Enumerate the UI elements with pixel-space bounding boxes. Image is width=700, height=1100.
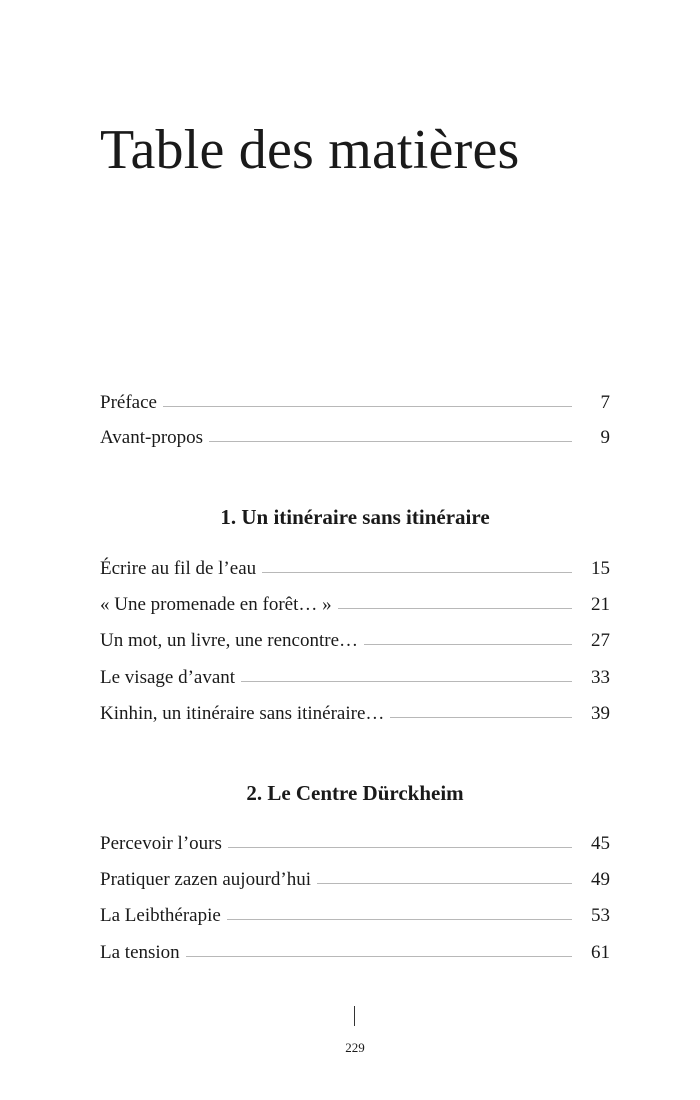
toc-entry	[100, 427, 610, 457]
toc-entry-page: 33	[591, 667, 610, 688]
toc-entry-label: Écrire au fil de l’eau	[100, 558, 257, 579]
section-heading: 1. Un itinéraire sans itinéraire	[220, 505, 490, 529]
toc-entry-label: Avant-propos	[100, 427, 204, 448]
toc-entry-page: 61	[591, 942, 610, 963]
toc-entry-label: Le visage d’avant	[100, 667, 236, 688]
toc-leader-line	[364, 644, 572, 645]
toc-entry-label: Pratiquer zazen aujourd’hui	[100, 869, 312, 890]
toc-entry-page: 27	[591, 630, 610, 651]
toc-entry-page: 21	[591, 594, 610, 615]
toc-leader-line	[262, 572, 572, 573]
toc-leader-line	[228, 847, 572, 848]
toc-entry-page: 45	[591, 833, 610, 854]
toc-leader-line	[227, 919, 572, 920]
toc-entry-label: « Une promenade en forêt… »	[100, 594, 332, 615]
toc-entry-page: 49	[591, 869, 610, 890]
toc-leader-line	[163, 406, 572, 407]
toc-entry	[100, 833, 610, 863]
toc-entry-page: 53	[591, 905, 610, 926]
toc-entry-page: 7	[600, 392, 610, 413]
toc-entry-page: 9	[600, 427, 610, 448]
page-title: Table des matières	[100, 119, 520, 181]
toc-entry	[100, 630, 610, 660]
toc-entry	[100, 905, 610, 935]
toc-entry	[100, 703, 610, 733]
toc-entry-label: Préface	[100, 392, 157, 413]
toc-entry	[100, 942, 610, 972]
toc-leader-line	[317, 883, 572, 884]
page-number: 229	[345, 1040, 365, 1055]
toc-leader-line	[209, 441, 572, 442]
toc-entry-label: Percevoir l’ours	[100, 833, 222, 854]
section-heading: 2. Le Centre Dürckheim	[246, 781, 464, 805]
toc-entry	[100, 594, 610, 624]
toc-leader-line	[186, 956, 572, 957]
toc-leader-line	[241, 681, 572, 682]
toc-entry-label: La tension	[100, 942, 180, 963]
toc-entry-page: 15	[591, 558, 610, 579]
toc-entry-page: 39	[591, 703, 610, 724]
toc-entry	[100, 392, 610, 422]
toc-leader-line	[338, 608, 572, 609]
toc-entry	[100, 558, 610, 588]
toc-entry	[100, 667, 610, 697]
toc-entry-label: La Leibthérapie	[100, 905, 221, 926]
toc-entry-label: Kinhin, un itinéraire sans itinéraire…	[100, 703, 385, 724]
folio-rule	[354, 1006, 355, 1026]
toc-entry-label: Un mot, un livre, une rencontre…	[100, 630, 359, 651]
toc-leader-line	[390, 717, 572, 718]
toc-entry	[100, 869, 610, 899]
